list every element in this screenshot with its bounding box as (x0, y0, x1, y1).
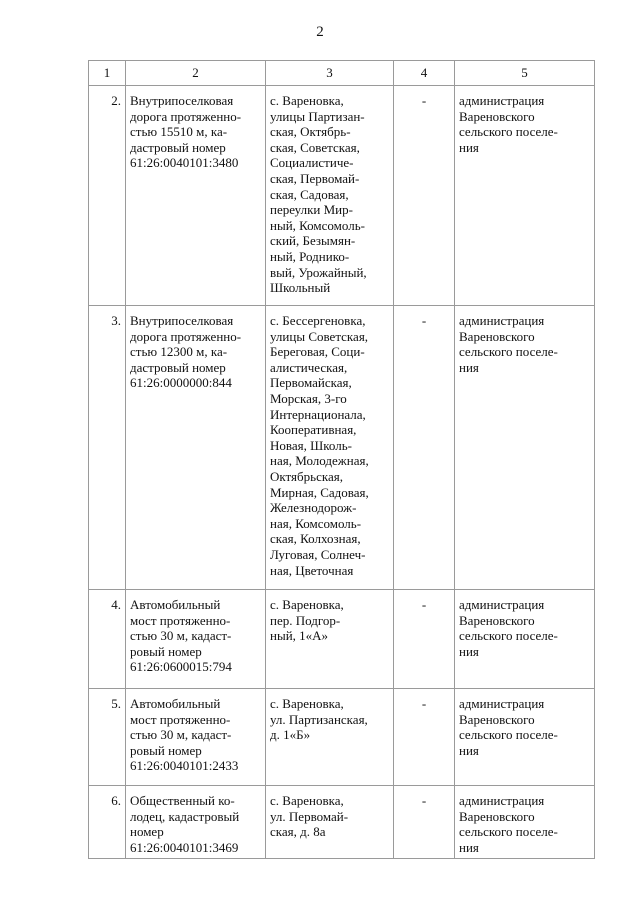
cell-line: дастровый номер (130, 139, 226, 155)
cell-line: ная, Комсомоль- (270, 515, 362, 531)
cell-line: 61:26:0000000:844 (130, 375, 232, 391)
cell-line: ный, 1«А» (270, 628, 329, 644)
cell-line: ская, Советская, (270, 139, 360, 155)
row-number-cell: 2. (89, 86, 126, 306)
cell-line: сельского поселе- (459, 344, 558, 360)
cell-line: Общественный ко- (130, 793, 235, 808)
cell-line: 61:26:0040101:3469 (130, 839, 239, 855)
cell-line: ровый номер (130, 643, 202, 659)
cell-line: дорога протяженно- (130, 108, 242, 124)
cell-line: мост протяженно- (130, 612, 231, 628)
column-4-cell: - (394, 306, 455, 590)
cell-line: Автомобильный (130, 597, 221, 612)
cell-line: с. Вареновка, (270, 93, 344, 108)
cell-line: улицы Партизан- (270, 108, 365, 124)
cell-line: Вареновского (459, 711, 535, 727)
rights-holder-cell (455, 689, 595, 786)
cell-line: администрация (459, 313, 545, 328)
column-4-cell: - (394, 86, 455, 306)
cell-line: ная, Молодежная, (270, 453, 369, 469)
cell-line: Вареновского (459, 808, 535, 824)
cell-line: пер. Подгор- (270, 612, 341, 628)
column-4-cell: - (394, 786, 455, 859)
cell-line: вый, Урожайный, (270, 264, 367, 280)
cell-line: дорога протяженно- (130, 328, 242, 344)
cell-line: ул. Первомай- (270, 808, 349, 824)
cell-line: алистическая, (270, 359, 348, 375)
cell-line: с. Вареновка, (270, 793, 344, 808)
cell-line: ный, Комсомоль- (270, 217, 365, 233)
cell-line: ния (459, 359, 479, 375)
cell-line: Школьный (270, 280, 331, 296)
table-header-row (89, 61, 595, 86)
cell-line: стью 30 м, кадаст- (130, 727, 232, 743)
row-number-cell: 5. (89, 689, 126, 786)
cell-line: ния (459, 742, 479, 758)
object-description-cell (126, 689, 266, 786)
header-col-2: 2 (126, 61, 266, 86)
cell-line: сельского поселе- (459, 727, 558, 743)
cell-line: дастровый номер (130, 359, 226, 375)
table-row (89, 306, 595, 590)
cell-line: Внутрипоселковая (130, 313, 234, 328)
header-col-1: 1 (89, 61, 126, 86)
address-cell (266, 306, 394, 590)
address-cell (266, 86, 394, 306)
cell-line: ния (459, 139, 479, 155)
rights-holder-cell (455, 306, 595, 590)
header-col-5: 5 (455, 61, 595, 86)
cell-line: ул. Партизанская, (270, 711, 368, 727)
cell-line: сельского поселе- (459, 628, 558, 644)
cell-line: администрация (459, 93, 545, 108)
cell-line: администрация (459, 597, 545, 612)
column-4-cell: - (394, 590, 455, 689)
cell-line: ный, Роднико- (270, 248, 350, 264)
table-row (89, 590, 595, 689)
table-row (89, 86, 595, 306)
cell-line: ская, д. 8а (270, 824, 326, 840)
cell-line: улицы Советская, (270, 328, 369, 344)
cell-line: Новая, Школь- (270, 437, 352, 453)
page-number: 2 (316, 24, 324, 40)
cell-line: Вареновского (459, 328, 535, 344)
object-description-cell (126, 590, 266, 689)
rights-holder-cell (455, 786, 595, 859)
cell-line: номер (130, 824, 164, 840)
cell-line: Социалистиче- (270, 155, 354, 171)
address-cell (266, 590, 394, 689)
object-description-cell (126, 306, 266, 590)
cell-line: ский, Безымян- (270, 233, 356, 249)
cell-line: ния (459, 839, 479, 855)
cell-line: администрация (459, 696, 545, 711)
header-col-4: 4 (394, 61, 455, 86)
table-body (89, 86, 595, 859)
cell-line: Железнодорож- (270, 500, 357, 516)
column-4-cell: - (394, 689, 455, 786)
rights-holder-cell (455, 590, 595, 689)
cell-line: стью 15510 м, ка- (130, 124, 228, 140)
object-description-cell (126, 86, 266, 306)
row-number-cell: 3. (89, 306, 126, 590)
property-table (88, 60, 595, 859)
cell-line: Морская, 3-го (270, 390, 347, 406)
cell-line: мост протяженно- (130, 711, 231, 727)
cell-line: Октябрьская, (270, 468, 343, 484)
cell-line: 61:26:0040101:2433 (130, 758, 239, 774)
object-description-cell (126, 786, 266, 859)
address-cell (266, 689, 394, 786)
cell-line: администрация (459, 793, 545, 808)
table-row (89, 689, 595, 786)
cell-line: ская, Колхозная, (270, 531, 361, 547)
cell-line: Первомайская, (270, 375, 352, 391)
cell-line: с. Вареновка, (270, 597, 344, 612)
address-cell (266, 786, 394, 859)
row-number-cell: 4. (89, 590, 126, 689)
cell-line: Автомобильный (130, 696, 221, 711)
cell-line: Вареновского (459, 108, 535, 124)
cell-line: ская, Первомай- (270, 170, 360, 186)
cell-line: лодец, кадастровый (130, 808, 240, 824)
cell-line: ская, Октябрь- (270, 124, 351, 140)
cell-line: 61:26:0040101:3480 (130, 155, 239, 171)
cell-line: Кооперативная, (270, 422, 357, 438)
cell-line: ния (459, 643, 479, 659)
rights-holder-cell (455, 86, 595, 306)
cell-line: с. Вареновка, (270, 696, 344, 711)
cell-line: стью 12300 м, ка- (130, 344, 228, 360)
table-row (89, 786, 595, 859)
cell-line: 61:26:0600015:794 (130, 659, 232, 675)
cell-line: Береговая, Соци- (270, 344, 365, 360)
cell-line: Вареновского (459, 612, 535, 628)
cell-line: ровый номер (130, 742, 202, 758)
cell-line: стью 30 м, кадаст- (130, 628, 232, 644)
cell-line: д. 1«Б» (270, 727, 311, 743)
cell-line: Луговая, Солнеч- (270, 546, 366, 562)
cell-line: Интернационала, (270, 406, 366, 422)
cell-line: ная, Цветочная (270, 562, 354, 578)
cell-line: ская, Садовая, (270, 186, 349, 202)
header-col-3: 3 (266, 61, 394, 86)
cell-line: Внутрипоселковая (130, 93, 234, 108)
cell-line: переулки Мир- (270, 202, 353, 218)
cell-line: сельского поселе- (459, 124, 558, 140)
cell-line: с. Бессергеновка, (270, 313, 366, 328)
cell-line: Мирная, Садовая, (270, 484, 369, 500)
row-number-cell: 6. (89, 786, 126, 859)
cell-line: сельского поселе- (459, 824, 558, 840)
